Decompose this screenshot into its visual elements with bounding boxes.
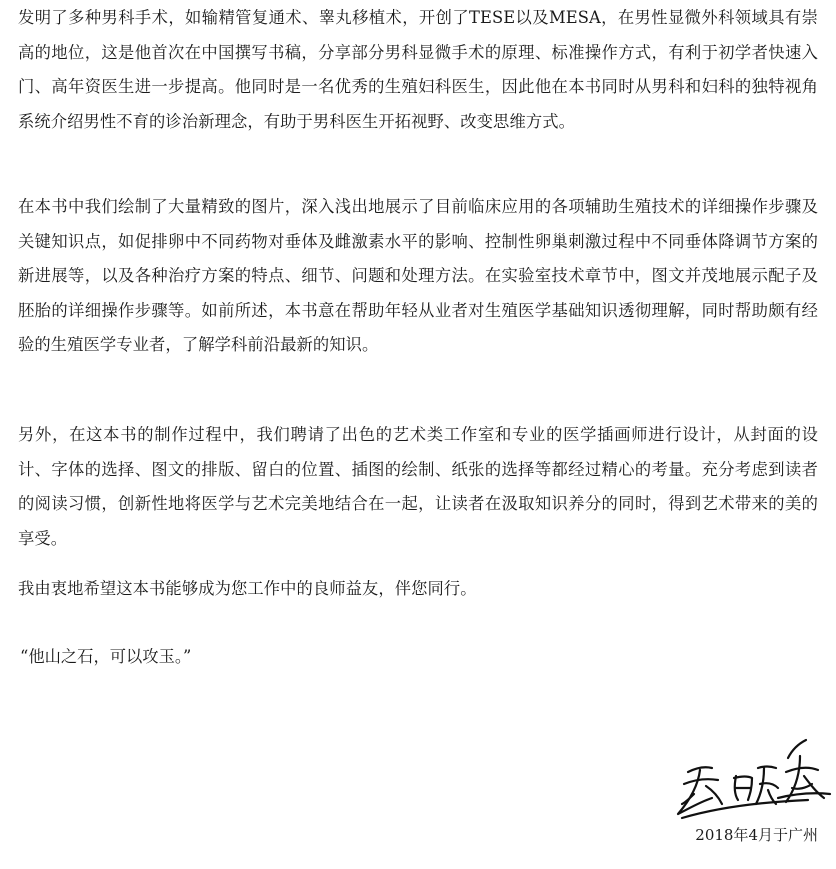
paragraph-4: 我由衷地希望这本书能够成为您工作中的良师益友，伴您同行。 [18, 579, 477, 598]
closing-quote: “他山之石，可以攻玉。” [20, 647, 192, 666]
document-page [18, 0, 818, 869]
paragraph-1: 发明了多种男科手术，如输精管复通术、睾丸移植术，开创了TESE以及MESA，在男性显微外科领域具有崇高的地位，这是他首次在中国撰写书稿，分享部分男科显微手术的原理、标准操作方式，有利于初学者快速入门、高年资医生进一步提高。他同时是一名优秀的生殖妇科医生，因此他在本书同时从男科和妇科的独特视角系统介绍男性不育的诊治新理念，有助于男科医生开拓视野、改变思维方式。 [18, 8, 818, 131]
paragraph-3: 另外，在这本书的制作过程中，我们聘请了出色的艺术类工作室和专业的医学插画师进行设计，从封面的设计、字体的选择、图文的排版、留白的位置、插图的绘制、纸张的选择等都经过精心的考量。充分考虑到读者的阅读习惯，创新性地将医学与艺术完美地结合在一起，让读者在汲取知识养分的同时，得到艺术带来的美的享受。 [18, 425, 818, 548]
paragraph-2: 在本书中我们绘制了大量精致的图片，深入浅出地展示了目前临床应用的各项辅助生殖技术的详细操作步骤及关键知识点，如促排卵中不同药物对垂体及雌激素水平的影响、控制性卵巢刺激过程中不同垂体降调节方案的新进展等，以及各种治疗方案的特点、细节、问题和处理方法。在实验室技术章节中，图文并茂地展示配子及胚胎的详细操作步骤等。如前所述，本书意在帮助年轻从业者对生殖医学基础知识透彻理解，同时帮助颇有经验的生殖医学专业者，了解学科前沿最新的知识。 [18, 197, 818, 354]
handwritten-signature [660, 728, 836, 828]
date-location: 2018年4月于广州 [695, 826, 818, 844]
